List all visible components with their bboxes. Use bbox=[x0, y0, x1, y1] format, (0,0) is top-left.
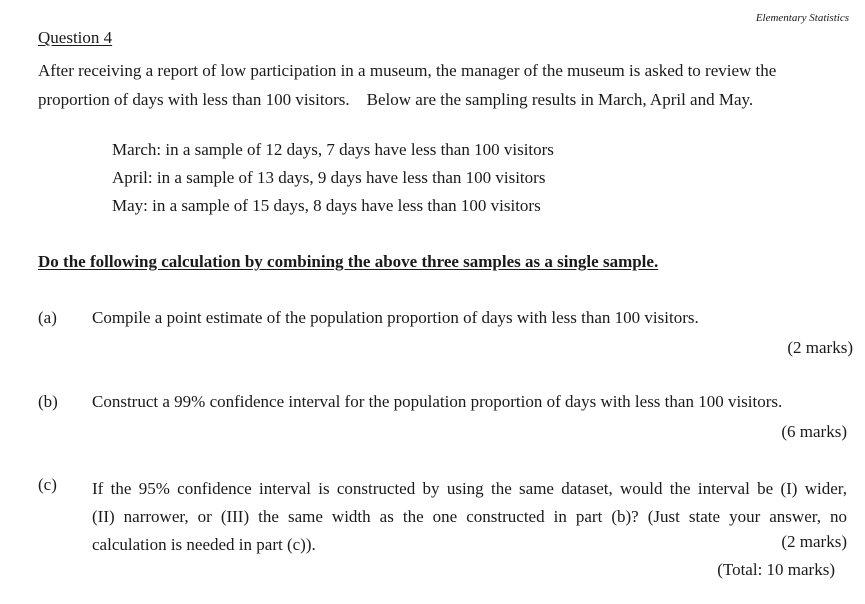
intro-line-2: proportion of days with less than 100 visitors. Below are the sampling results in March, April and May. bbox=[38, 90, 754, 109]
part-a-label: (a) bbox=[38, 308, 57, 327]
sample-march: March: in a sample of 12 days, 7 days have less than 100 visitors bbox=[112, 140, 554, 159]
sample-april: April: in a sample of 13 days, 9 days have less than 100 visitors bbox=[112, 168, 546, 187]
part-b-text: Construct a 99% confidence interval for the population proportion of days with less than 100 visitors. bbox=[92, 392, 783, 411]
part-b-label: (b) bbox=[38, 392, 58, 411]
total-marks: (Total: 10 marks) bbox=[717, 560, 835, 579]
question-intro bbox=[38, 56, 776, 114]
course-header: Elementary Statistics bbox=[755, 12, 849, 24]
sample-may: May: in a sample of 15 days, 8 days have less than 100 visitors bbox=[112, 196, 541, 215]
part-c-line-2: (II) narrower, or (III) the same width as the one constructed in part (b)? (Just state your answer, no bbox=[92, 507, 847, 526]
intro-line-1: After receiving a report of low participation in a museum, the manager of the museum is asked to review the bbox=[38, 61, 777, 80]
part-a-marks: (2 marks) bbox=[787, 338, 853, 357]
part-c-text bbox=[92, 475, 847, 559]
instruction: Do the following calculation by combining the above three samples as a single sample. bbox=[38, 252, 659, 271]
part-c-marks: (2 marks) bbox=[781, 532, 847, 551]
question-title: Question 4 bbox=[38, 28, 113, 47]
part-c-line-3: calculation is needed in part (c)). bbox=[92, 535, 316, 554]
part-c-line-1: If the 95% confidence interval is constructed by using the same dataset, would the interval be (I) wider, bbox=[92, 479, 847, 498]
part-c-label: (c) bbox=[38, 475, 57, 494]
part-a-text: Compile a point estimate of the population proportion of days with less than 100 visitors. bbox=[92, 308, 699, 327]
part-b-marks: (6 marks) bbox=[781, 422, 847, 441]
